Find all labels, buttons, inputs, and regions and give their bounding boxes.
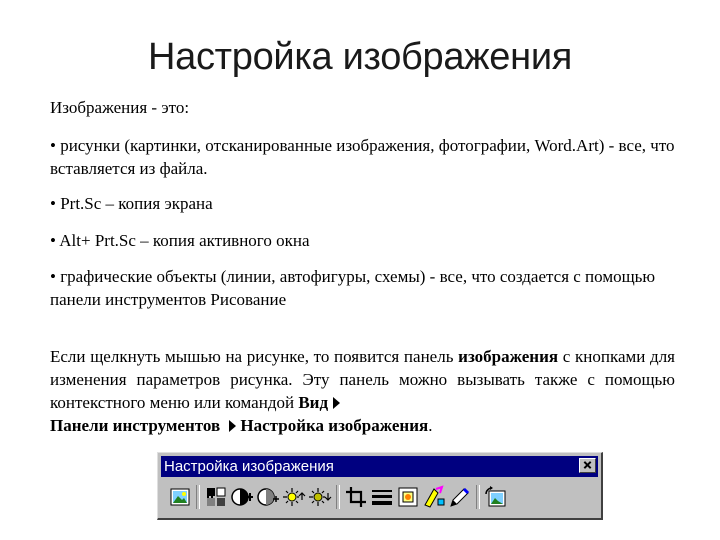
toolbar-separator [476,485,480,509]
insert-picture-button[interactable] [168,485,192,509]
bullet-graphics: • графические объекты (линии, автофигуры, схемы) - все, что создается с помощью панели инструментов Рисование [50,267,656,309]
less-contrast-icon [256,485,280,509]
paragraph-end: . [428,416,433,435]
format-picture-button[interactable] [422,485,446,509]
less-brightness-button[interactable] [308,485,332,509]
text-wrapping-icon [396,485,420,509]
set-transparent-color-icon [448,485,472,509]
toolbar-separator [336,485,340,509]
toolbar-titlebar[interactable] [161,456,598,477]
crop-icon [344,485,368,509]
set-transparent-color-button[interactable] [448,485,472,509]
toolbar-title: Настройка изображения [164,458,334,475]
more-contrast-icon [230,485,254,509]
line-style-button[interactable] [370,485,394,509]
format-picture-icon [422,485,446,509]
menu-picture-settings: Настройка изображения [240,416,429,435]
insert-picture-icon [168,485,192,509]
reset-picture-button[interactable] [484,485,508,509]
more-contrast-button[interactable] [230,485,254,509]
slide-title: Настройка изображения [147,36,573,78]
bullet-pictures: • рисунки (картинки, отсканированные изображения, фотографии, Word.Art) - все, что вставляется из файла. [50,136,675,178]
bullet-prtsc: • Prt.Sc – копия экрана [50,194,213,213]
menu-view: Вид [298,393,329,412]
crop-button[interactable] [344,485,368,509]
close-button[interactable] [579,458,596,473]
picture-toolbar [157,452,603,520]
more-brightness-icon [282,485,306,509]
toolbar-buttons [164,483,597,513]
paragraph-bold-image: изображения [458,347,559,366]
toolbar-separator [196,485,200,509]
paragraph-text-a: Если щелкнуть мышью на рисунке, то появится панель [50,347,459,366]
paragraph-text-b: с кнопками для изменения параметров рисунка. Эту панель можно вызывать также с помощью контекстного меню или командой [50,347,675,412]
line-style-icon [370,485,394,509]
less-brightness-icon [308,485,332,509]
description-paragraph [50,345,675,437]
arrow-right-icon [229,420,236,432]
reset-picture-icon [484,485,508,509]
less-contrast-button[interactable] [256,485,280,509]
image-color-icon [204,485,228,509]
menu-toolbars: Панели инструментов [50,416,221,435]
text-wrapping-button[interactable] [396,485,420,509]
intro-text: Изображения - это: [50,98,190,117]
arrow-right-icon [333,397,340,409]
image-color-button[interactable] [204,485,228,509]
more-brightness-button[interactable] [282,485,306,509]
bullet-alt-prtsc: • Alt+ Prt.Sc – копия активного окна [50,231,310,250]
